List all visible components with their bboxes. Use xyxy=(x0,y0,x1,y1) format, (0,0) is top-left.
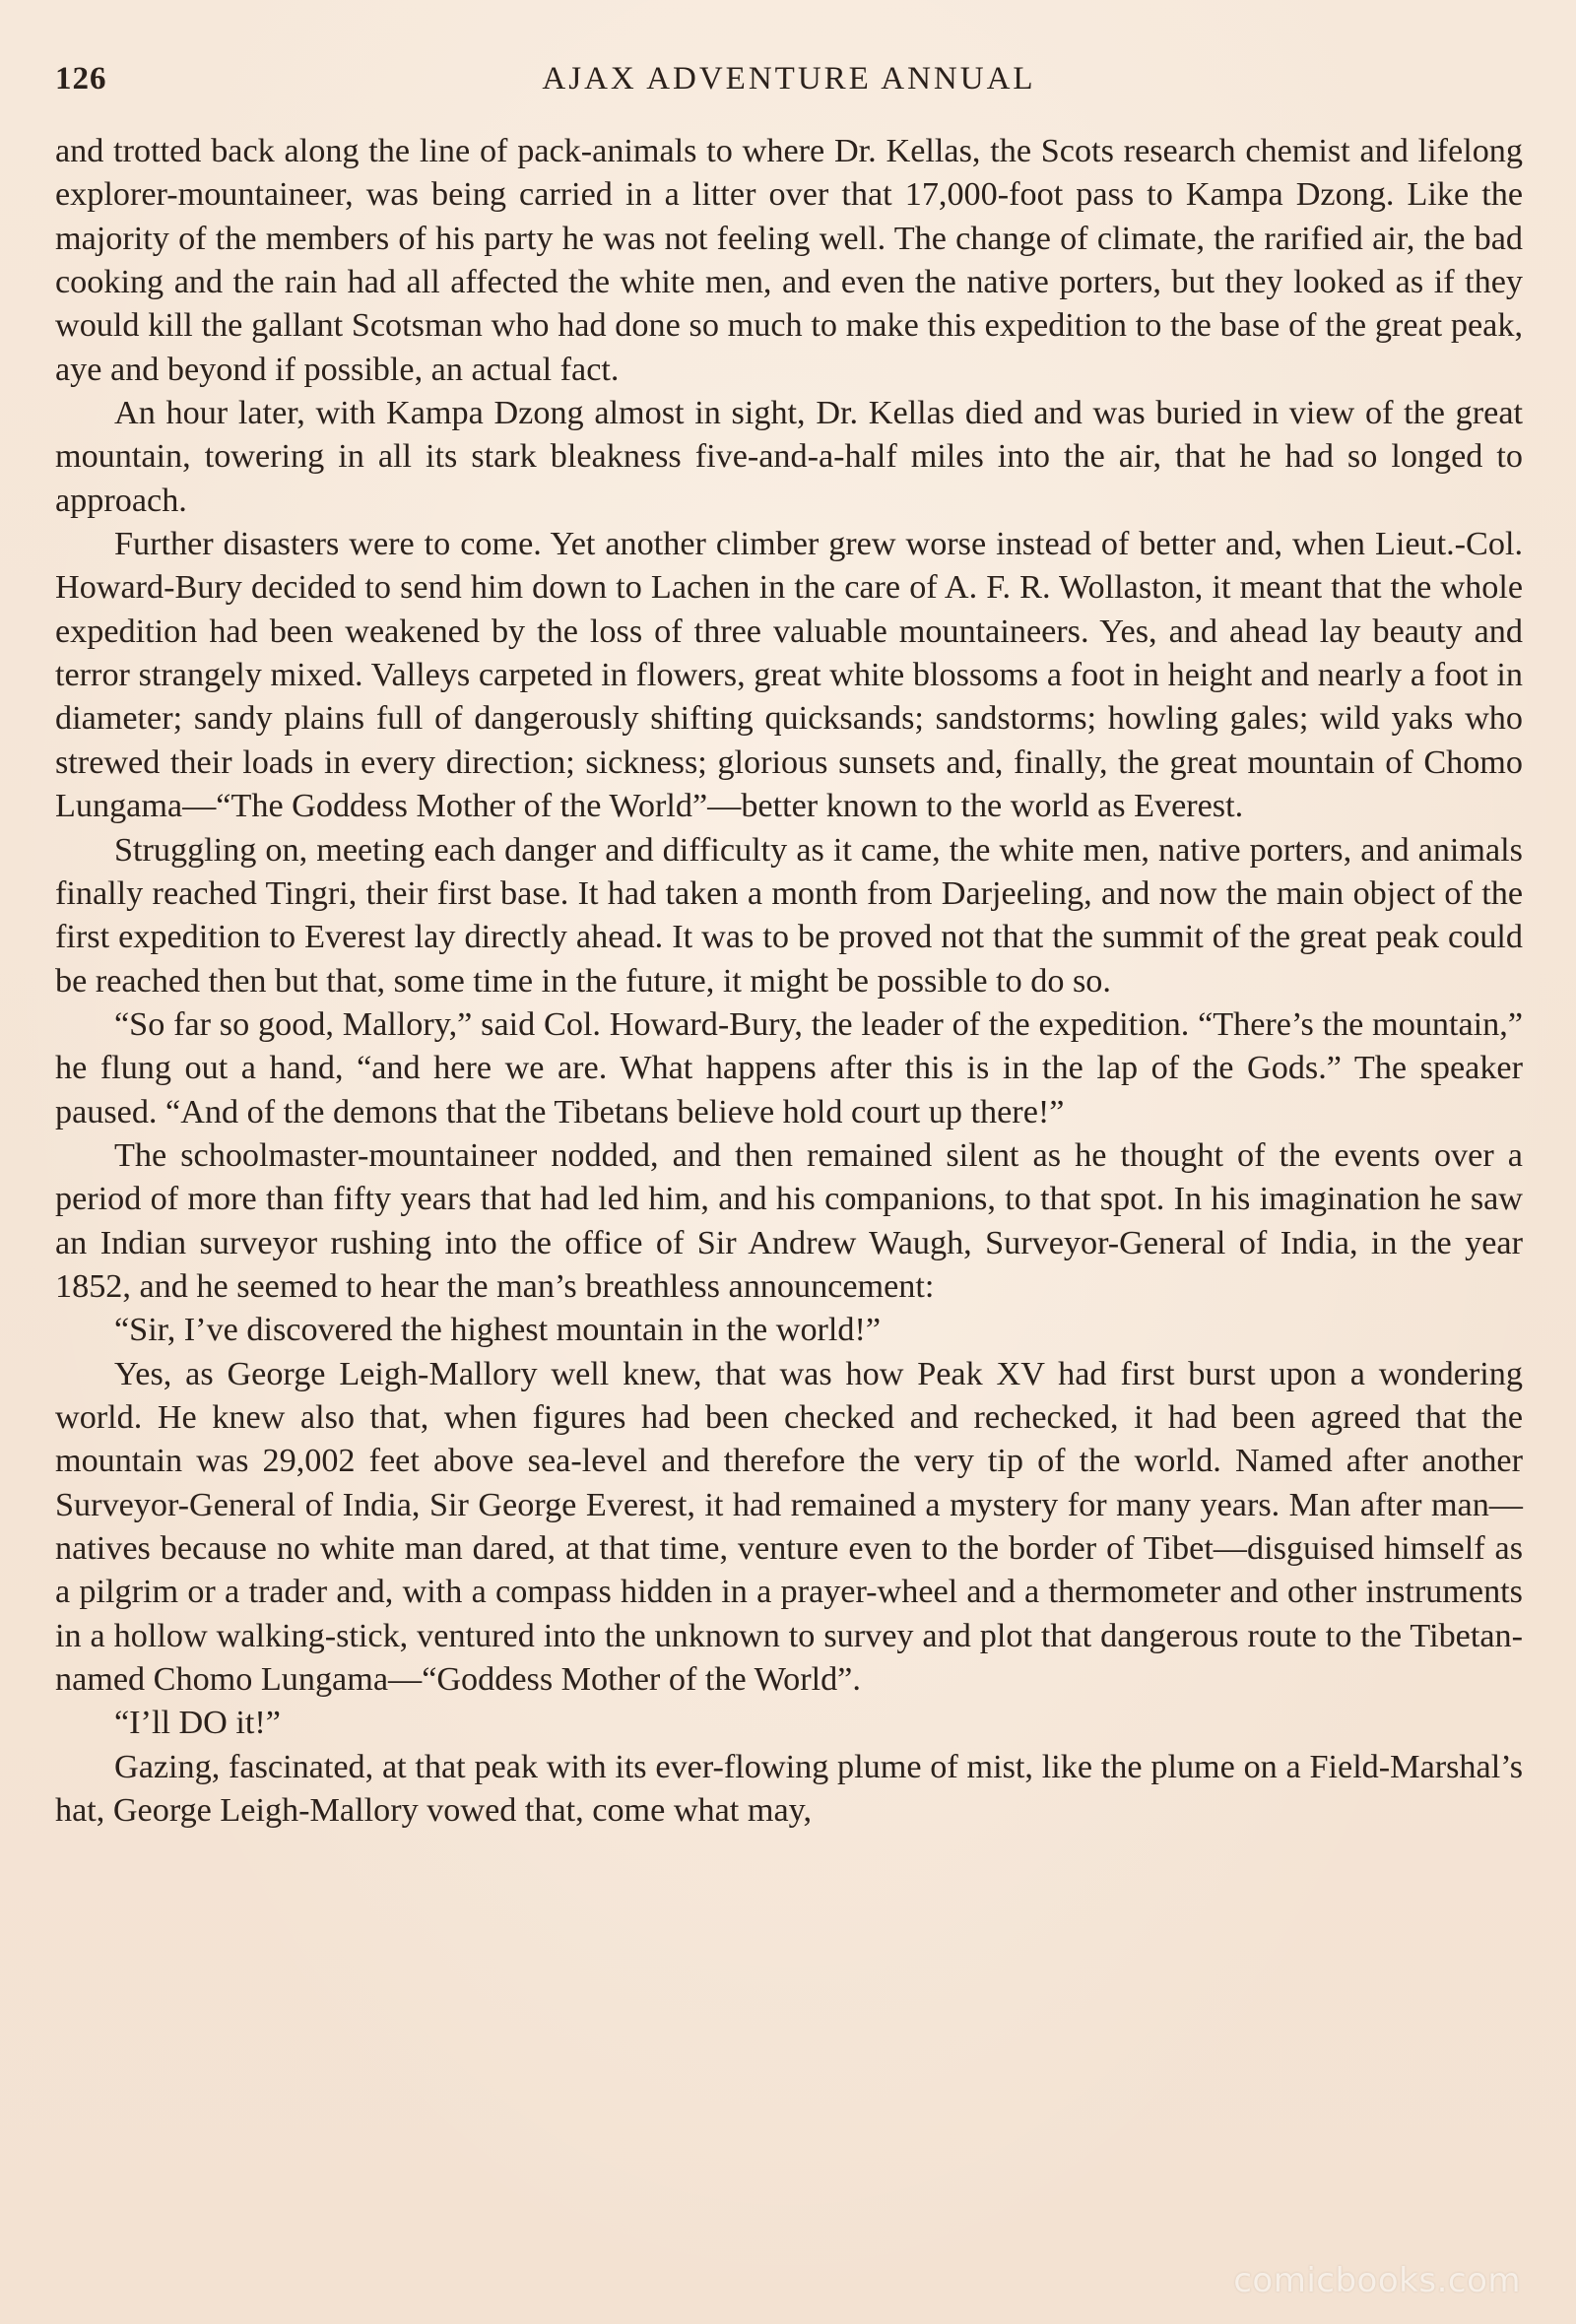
body-text xyxy=(55,130,1523,1833)
paragraph-3: Further disasters were to come. Yet another climber grew worse instead of better and, when Lieut.-Col. Howard-Bury decided to send him down to Lachen in the care of A. F. R. Wollaston, it meant that the whole expedition had been weakened by the loss of three valuable mountaineers. Yes, and ahead lay beauty and terror strangely mixed. Valleys carpeted in flowers, great white blossoms a foot in height and nearly a foot in diameter; sandy plains full of dangerously shifting quicksands; sandstorms; howling gales; wild yaks who strewed their loads in every direction; sickness; glorious sunsets and, finally, the great mountain of Chomo Lungama—“The Goddess Mother of the World”—better known to the world as Everest. xyxy=(55,526,1523,825)
paragraph-2: An hour later, with Kampa Dzong almost in sight, Dr. Kellas died and was buried in view of the great mountain, towering in all its stark bleakness five-and-a-half miles into the air, that he had so longed to approach. xyxy=(55,395,1523,519)
paragraph-9: “I’ll DO it!” xyxy=(114,1705,281,1742)
page-header xyxy=(55,61,1523,110)
paragraph-4: Struggling on, meeting each danger and difficulty as it came, the white men, native porters, and animals finally reached Tingri, their first base. It had taken a month from Darjeeling, and now the main object of the first expedition to Everest lay directly ahead. It was to be proved not that the summit of the great peak could be reached then but that, some time in the future, it might be possible to do so. xyxy=(55,831,1523,1000)
page-number: 126 xyxy=(55,61,107,97)
paragraph-6: The schoolmaster-mountaineer nodded, and then remained silent as he thought of the events over a period of more than fifty years that had led him, and his companions, to that spot. In his imagination he saw an Indian surveyor rushing into the office of Sir Andrew Waugh, Surveyor-General of India, in the year 1852, and he seemed to hear the man’s breathless announcement: xyxy=(55,1136,1523,1305)
paragraph-5: “So far so good, Mallory,” said Col. Howard-Bury, the leader of the expedition. “There’s the mountain,” he flung out a hand, “and here we are. What happens after this is in the lap of the Gods.” The speaker paused. “And of the demons that the Tibetans believe hold court up there!” xyxy=(55,1005,1523,1130)
paragraph-10: Gazing, fascinated, at that peak with its ever-flowing plume of mist, like the plume on a Field-Marshal’s hat, George Leigh-Mallory vowed that, come what may, xyxy=(55,1748,1523,1830)
paragraph-1: and trotted back along the line of pack-animals to where Dr. Kellas, the Scots research chemist and lifelong explorer-mountaineer, was being carried in a litter over that 17,000-foot pass to Kampa Dzong. Like the majority of the members of his party he was not feeling well. The change of climate, the rarified air, the bad cooking and the rain had all affected the white men, and even the native porters, but they looked as if they would kill the gallant Scotsman who had done so much to make this expedition to the base of the great peak, aye and beyond if possible, an actual fact. xyxy=(55,133,1523,388)
running-title: AJAX ADVENTURE ANNUAL xyxy=(542,61,1036,97)
paragraph-7: “Sir, I’ve discovered the highest mountain in the world!” xyxy=(114,1312,882,1349)
watermark: comicbooks.com xyxy=(1233,2261,1521,2300)
paragraph-8: Yes, as George Leigh-Mallory well knew, that was how Peak XV had first burst upon a wondering world. He knew also that, when figures had been checked and rechecked, it had been agreed that the mountain was 29,002 feet above sea-level and therefore the very tip of the world. Named after another Surveyor-General of India, Sir George Everest, it had remained a mystery for many years. Man after man—natives because no white man dared, at that time, venture even to the border of Tibet—disguised himself as a pilgrim or a trader and, with a compass hidden in a prayer-wheel and a thermometer and other instruments in a hollow walking-stick, ventured into the unknown to survey and plot that dangerous route to the Tibetan-named Chomo Lungama—“Goddess Mother of the World”. xyxy=(55,1355,1523,1699)
